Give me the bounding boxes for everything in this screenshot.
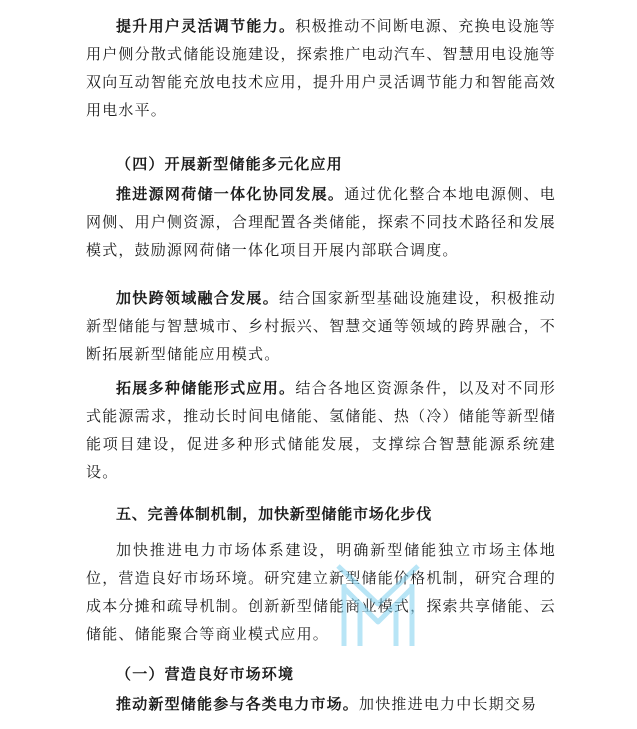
paragraph-multiple-forms xyxy=(86,374,556,486)
subsection-heading-5-1: （一）营造良好市场环境 xyxy=(116,665,295,683)
paragraph-body: 加快推进电力中长期交易 xyxy=(359,695,538,713)
subsection-heading-4: （四）开展新型储能多元化应用 xyxy=(116,155,343,173)
paragraph-body: 结合国家新型基础设施建设，积极推动新型储能与智慧城市、乡村振兴、智慧交通等领域的跨界融合，不断拓展新型储能应用模式。 xyxy=(86,289,556,363)
paragraph-lead: 拓展多种储能形式应用。 xyxy=(116,379,296,397)
paragraph-body: 加快推进电力市场体系建设，明确新型储能独立市场主体地位，营造良好市场环境。研究建立新型储能价格机制，研究合理的成本分摊和疏导机制。创新新型储能商业模式，探索共享储能、云储能、储能聚合等商业模式应用。 xyxy=(86,541,556,643)
paragraph-lead: 推进源网荷储一体化协同发展。 xyxy=(116,185,345,203)
paragraph-lead: 推动新型储能参与各类电力市场。 xyxy=(116,695,360,713)
paragraph-market-system xyxy=(86,536,556,648)
paragraph-body: 积极推动不间断电源、充换电设施等用户侧分散式储能设施建设，探索推广电动汽车、智慧用电设施等双向互动智能充放电技术应用，提升用户灵活调节能力和智能高效用电水平。 xyxy=(86,17,557,119)
paragraph-user-flexibility xyxy=(86,12,556,124)
paragraph-source-grid-load-storage xyxy=(86,180,556,264)
paragraph-body: 通过优化整合本地电源侧、电网侧、用户侧资源，合理配置各类储能，探索不同技术路径和发展模式，鼓励源网荷储一体化项目开展内部联合调度。 xyxy=(86,185,556,259)
paragraph-lead: 提升用户灵活调节能力。 xyxy=(116,17,296,35)
paragraph-body: 结合各地区资源条件，以及对不同形式能源需求，推动长时间电储能、氢储能、热（冷）储能等新型储能项目建设，促进多种形式储能发展，支撑综合智慧能源系统建设。 xyxy=(86,379,557,481)
paragraph-power-market xyxy=(86,690,556,718)
paragraph-cross-domain xyxy=(86,284,556,368)
section-heading-5: 五、完善体制机制，加快新型储能市场化步伐 xyxy=(116,505,433,523)
paragraph-lead: 加快跨领域融合发展。 xyxy=(116,289,279,307)
